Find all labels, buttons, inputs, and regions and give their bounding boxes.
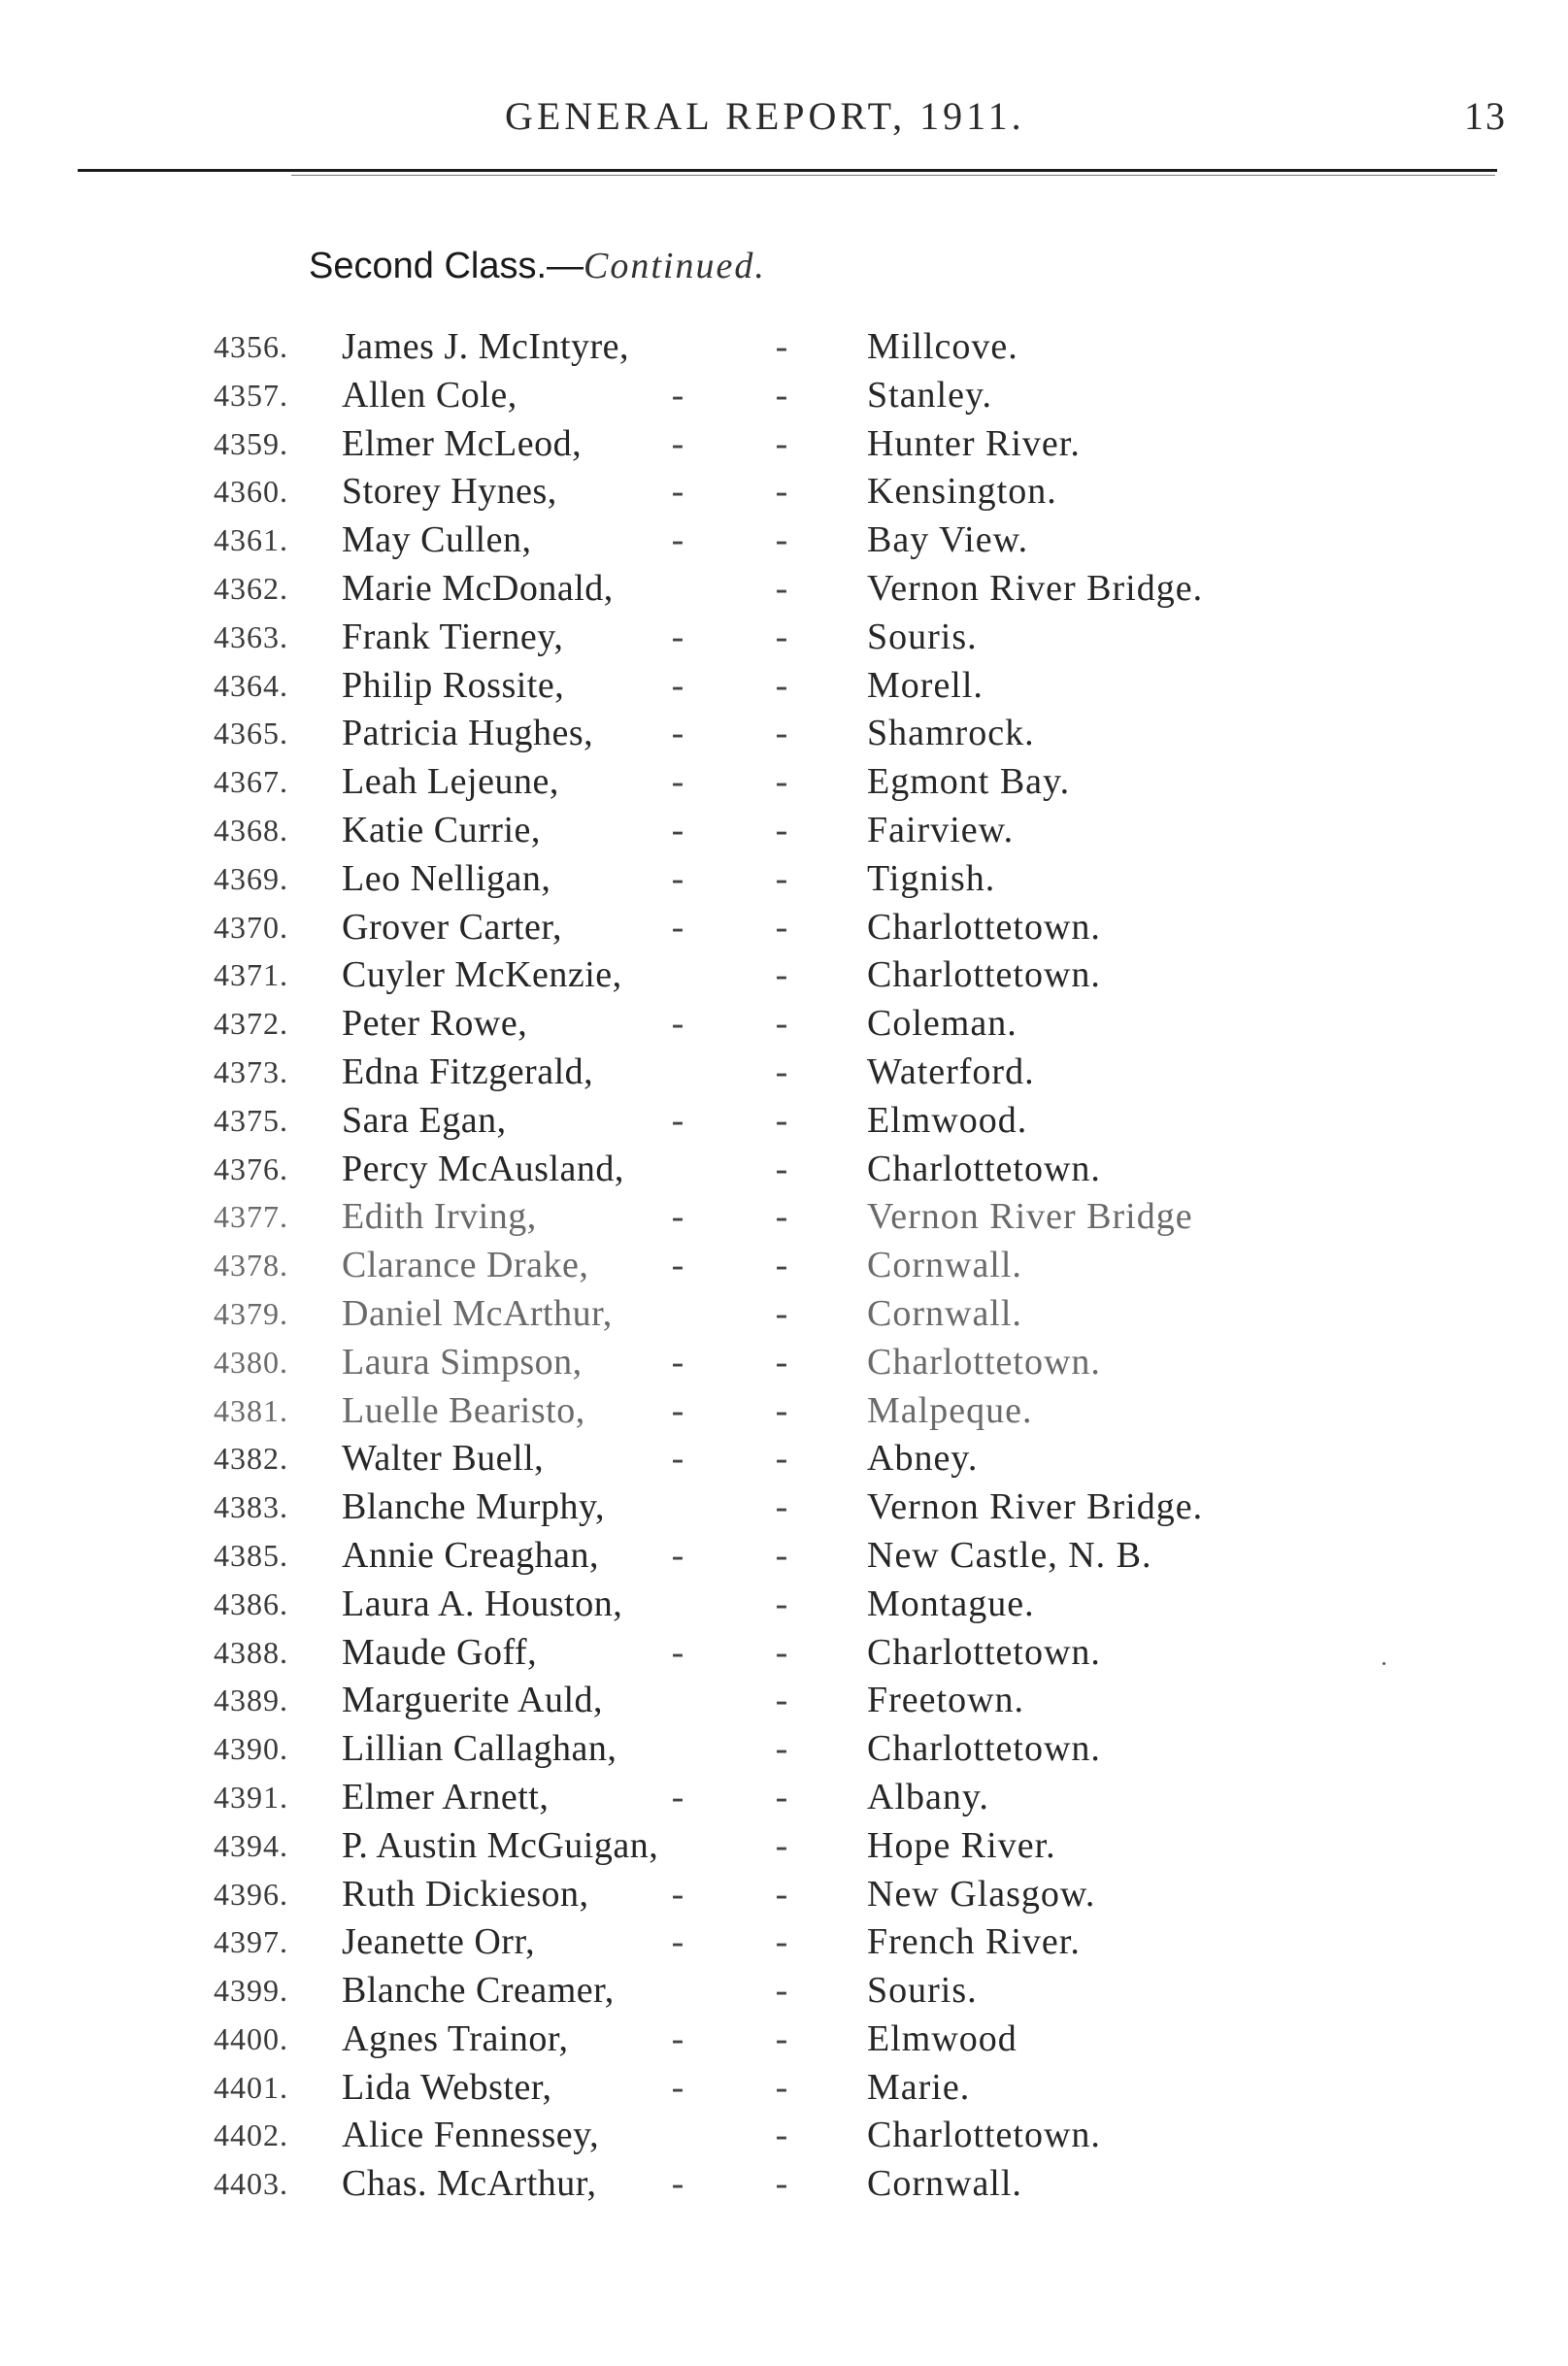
entry-name: Laura Simpson, xyxy=(342,1341,583,1383)
list-item xyxy=(0,758,1568,807)
list-item xyxy=(0,1387,1568,1436)
entry-name: Luelle Bearisto, xyxy=(342,1389,585,1431)
entry-name: Storey Hynes, xyxy=(342,471,557,513)
list-item xyxy=(0,1483,1568,1532)
leader-dash: - xyxy=(775,1438,788,1480)
leader-dash: - xyxy=(671,1534,684,1576)
leader-dash: - xyxy=(775,374,788,416)
leader-dash: - xyxy=(671,1389,684,1431)
entry-number: 4403. xyxy=(214,2166,288,2202)
leader-dash: - xyxy=(775,471,788,513)
entry-number: 4364. xyxy=(214,667,288,703)
entry-number: 4371. xyxy=(214,957,288,993)
leader-dash: - xyxy=(671,713,684,754)
entry-name: Alice Fennessey, xyxy=(342,2115,600,2156)
list-item xyxy=(0,1774,1568,1822)
leader-dash: - xyxy=(775,1728,788,1770)
entry-place: Waterford. xyxy=(867,1050,1035,1092)
leader-dash: - xyxy=(775,1389,788,1431)
entry-number: 4356. xyxy=(214,329,288,364)
leader-dash: - xyxy=(775,1631,788,1673)
entry-place: New Glasgow. xyxy=(867,1873,1096,1915)
entry-number: 4373. xyxy=(214,1053,288,1089)
entry-name: Leo Nelligan, xyxy=(342,857,551,899)
entry-number: 4397. xyxy=(214,1924,288,1960)
leader-dash: - xyxy=(775,1873,788,1915)
leader-dash: - xyxy=(775,954,788,996)
leader-dash: - xyxy=(671,1341,684,1383)
leader-dash: - xyxy=(775,1921,788,1963)
list-item xyxy=(0,807,1568,855)
entry-place: Charlottetown. xyxy=(867,1148,1101,1189)
list-item xyxy=(0,1581,1568,1629)
entry-name: Leah Lejeune, xyxy=(342,761,559,803)
list-item xyxy=(0,662,1568,711)
leader-dash: - xyxy=(671,1873,684,1915)
leader-dash: - xyxy=(775,616,788,657)
entry-name: Walter Buell, xyxy=(342,1438,545,1480)
entry-number: 4381. xyxy=(214,1392,288,1428)
entry-place: Montague. xyxy=(867,1583,1035,1624)
entry-place: Tignish. xyxy=(867,857,996,899)
leader-dash: - xyxy=(775,422,788,464)
section-heading-label: Second Class.— xyxy=(309,246,584,286)
leader-dash: - xyxy=(671,761,684,803)
entry-name: Marie McDonald, xyxy=(342,567,614,609)
header-rule xyxy=(78,169,1497,172)
list-item xyxy=(0,2064,1568,2113)
leader-dash: - xyxy=(775,809,788,850)
entry-place: Vernon River Bridge xyxy=(867,1196,1193,1238)
entry-name: P. Austin McGuigan, xyxy=(342,1824,659,1866)
entry-place: Egmont Bay. xyxy=(867,761,1071,803)
entry-place: Cornwall. xyxy=(867,1245,1022,1286)
entry-number: 4362. xyxy=(214,570,288,606)
entry-number: 4377. xyxy=(214,1199,288,1235)
entry-number: 4363. xyxy=(214,618,288,654)
leader-dash: - xyxy=(671,422,684,464)
entry-place: Millcove. xyxy=(867,326,1018,367)
leader-dash: - xyxy=(671,1438,684,1480)
list-item xyxy=(0,565,1568,614)
entry-name: Patricia Hughes, xyxy=(342,713,594,754)
list-item xyxy=(0,710,1568,758)
paper-speck xyxy=(1383,1662,1385,1665)
leader-dash: - xyxy=(775,713,788,754)
entry-name: Grover Carter, xyxy=(342,906,563,948)
leader-dash: - xyxy=(671,2017,684,2059)
leader-dash: - xyxy=(671,374,684,416)
candidate-list xyxy=(0,323,1568,2209)
entry-name: Sara Egan, xyxy=(342,1099,507,1141)
entry-name: Philip Rossite, xyxy=(342,664,565,706)
leader-dash: - xyxy=(775,567,788,609)
list-item xyxy=(0,372,1568,420)
list-item xyxy=(0,904,1568,952)
list-item xyxy=(0,1677,1568,1725)
entry-name: Laura A. Houston, xyxy=(342,1583,623,1624)
entry-name: Allen Cole, xyxy=(342,374,517,416)
leader-dash: - xyxy=(671,1099,684,1141)
entry-place: Cornwall. xyxy=(867,2163,1022,2205)
entry-name: Elmer Arnett, xyxy=(342,1776,550,1817)
entry-place: Morell. xyxy=(867,664,984,706)
leader-dash: - xyxy=(671,664,684,706)
list-item xyxy=(0,420,1568,469)
entry-name: Lida Webster, xyxy=(342,2066,552,2108)
entry-place: Bay View. xyxy=(867,519,1029,561)
entry-place: Charlottetown. xyxy=(867,1728,1101,1770)
leader-dash: - xyxy=(775,1050,788,1092)
entry-place: Marie. xyxy=(867,2066,971,2108)
leader-dash: - xyxy=(775,1583,788,1624)
leader-dash: - xyxy=(775,1534,788,1576)
leader-dash: - xyxy=(775,1148,788,1189)
leader-dash: - xyxy=(775,1824,788,1866)
leader-dash: - xyxy=(671,906,684,948)
entry-number: 4400. xyxy=(214,2020,288,2056)
entry-place: Abney. xyxy=(867,1438,979,1480)
list-item xyxy=(0,517,1568,565)
list-item xyxy=(0,1242,1568,1290)
entry-number: 4401. xyxy=(214,2069,288,2105)
entry-name: Lillian Callaghan, xyxy=(342,1728,617,1770)
leader-dash: - xyxy=(775,1099,788,1141)
leader-dash: - xyxy=(775,1776,788,1817)
entry-name: Annie Creaghan, xyxy=(342,1534,599,1576)
entry-number: 4360. xyxy=(214,474,288,510)
leader-dash: - xyxy=(775,1970,788,2012)
entry-number: 4375. xyxy=(214,1102,288,1138)
entry-place: Albany. xyxy=(867,1776,989,1817)
entry-number: 4369. xyxy=(214,860,288,896)
list-item xyxy=(0,2160,1568,2209)
entry-place: Hunter River. xyxy=(867,422,1081,464)
leader-dash: - xyxy=(671,1245,684,1286)
entry-number: 4386. xyxy=(214,1585,288,1621)
list-item xyxy=(0,1049,1568,1097)
entry-number: 4396. xyxy=(214,1876,288,1912)
entry-place: Fairview. xyxy=(867,809,1015,850)
list-item xyxy=(0,1967,1568,2016)
entry-place: Charlottetown. xyxy=(867,954,1101,996)
running-title: GENERAL REPORT, 1911. xyxy=(505,94,1025,138)
entry-name: Percy McAusland, xyxy=(342,1148,624,1189)
entry-place: Charlottetown. xyxy=(867,1631,1101,1673)
running-head xyxy=(0,93,1568,151)
leader-dash: - xyxy=(775,857,788,899)
leader-dash: - xyxy=(775,1486,788,1528)
entry-name: Jeanette Orr, xyxy=(342,1921,536,1963)
entry-place: Coleman. xyxy=(867,1003,1018,1045)
list-item xyxy=(0,2016,1568,2064)
entry-name: Frank Tierney, xyxy=(342,616,564,657)
leader-dash: - xyxy=(671,2163,684,2205)
entry-name: Marguerite Auld, xyxy=(342,1680,604,1721)
entry-place: Souris. xyxy=(867,1970,978,2012)
entry-name: Cuyler McKenzie, xyxy=(342,954,622,996)
leader-dash: - xyxy=(775,906,788,948)
leader-dash: - xyxy=(775,2115,788,2156)
section-heading xyxy=(309,245,766,287)
entry-place: Charlottetown. xyxy=(867,906,1101,948)
entry-place: Cornwall. xyxy=(867,1292,1022,1334)
leader-dash: - xyxy=(671,519,684,561)
list-item xyxy=(0,1000,1568,1049)
entry-place: Hope River. xyxy=(867,1824,1056,1866)
list-item xyxy=(0,1629,1568,1678)
list-item xyxy=(0,1532,1568,1581)
leader-dash: - xyxy=(671,471,684,513)
leader-dash: - xyxy=(775,1245,788,1286)
entry-place: Souris. xyxy=(867,616,978,657)
leader-dash: - xyxy=(775,2066,788,2108)
leader-dash: - xyxy=(671,2066,684,2108)
list-item xyxy=(0,1871,1568,1919)
entry-number: 4399. xyxy=(214,1973,288,2009)
entry-place: Freetown. xyxy=(867,1680,1025,1721)
leader-dash: - xyxy=(775,1292,788,1334)
entry-place: Vernon River Bridge. xyxy=(867,567,1204,609)
entry-number: 4370. xyxy=(214,909,288,945)
list-item xyxy=(0,1146,1568,1194)
leader-dash: - xyxy=(671,1196,684,1238)
leader-dash: - xyxy=(671,1631,684,1673)
entry-number: 4367. xyxy=(214,764,288,800)
leader-dash: - xyxy=(775,1341,788,1383)
entry-number: 4402. xyxy=(214,2117,288,2153)
entry-number: 4380. xyxy=(214,1344,288,1380)
entry-place: French River. xyxy=(867,1921,1081,1963)
leader-dash: - xyxy=(775,2017,788,2059)
entry-number: 4388. xyxy=(214,1634,288,1670)
page-number: 13 xyxy=(1464,94,1507,138)
entry-place: Elmwood xyxy=(867,2017,1018,2059)
list-item xyxy=(0,855,1568,904)
entry-name: Elmer McLeod, xyxy=(342,422,583,464)
entry-name: Agnes Trainor, xyxy=(342,2017,569,2059)
entry-number: 4391. xyxy=(214,1779,288,1815)
leader-dash: - xyxy=(775,1196,788,1238)
list-item xyxy=(0,1339,1568,1387)
entry-place: Malpeque. xyxy=(867,1389,1033,1431)
list-item xyxy=(0,614,1568,662)
entry-place: Vernon River Bridge. xyxy=(867,1486,1204,1528)
entry-name: May Cullen, xyxy=(342,519,532,561)
entry-name: James J. McIntyre, xyxy=(342,326,630,367)
entry-name: Blanche Creamer, xyxy=(342,1970,615,2012)
leader-dash: - xyxy=(671,616,684,657)
entry-name: Chas. McArthur, xyxy=(342,2163,597,2205)
leader-dash: - xyxy=(671,857,684,899)
entry-name: Ruth Dickieson, xyxy=(342,1873,589,1915)
entry-name: Peter Rowe, xyxy=(342,1003,528,1045)
entry-number: 4385. xyxy=(214,1537,288,1573)
entry-place: Stanley. xyxy=(867,374,993,416)
list-item xyxy=(0,1918,1568,1967)
list-item xyxy=(0,323,1568,372)
list-item xyxy=(0,951,1568,1000)
entry-number: 4357. xyxy=(214,377,288,413)
list-item xyxy=(0,1290,1568,1339)
leader-dash: - xyxy=(775,761,788,803)
entry-number: 4365. xyxy=(214,716,288,751)
list-item xyxy=(0,1822,1568,1871)
entry-number: 4383. xyxy=(214,1489,288,1525)
header-rule-fine xyxy=(291,175,1495,176)
entry-number: 4390. xyxy=(214,1731,288,1767)
entry-place: Charlottetown. xyxy=(867,1341,1101,1383)
leader-dash: - xyxy=(671,1921,684,1963)
list-item xyxy=(0,2112,1568,2160)
entry-number: 4359. xyxy=(214,425,288,461)
entry-number: 4382. xyxy=(214,1441,288,1477)
entry-name: Clarance Drake, xyxy=(342,1245,589,1286)
leader-dash: - xyxy=(671,1776,684,1817)
entry-place: Kensington. xyxy=(867,471,1057,513)
entry-name: Edna Fitzgerald, xyxy=(342,1050,594,1092)
leader-dash: - xyxy=(671,1003,684,1045)
entry-place: New Castle, N. B. xyxy=(867,1534,1152,1576)
entry-number: 4389. xyxy=(214,1683,288,1718)
list-item xyxy=(0,1725,1568,1774)
leader-dash: - xyxy=(775,1680,788,1721)
entry-place: Charlottetown. xyxy=(867,2115,1101,2156)
leader-dash: - xyxy=(775,664,788,706)
list-item xyxy=(0,468,1568,517)
entry-number: 4376. xyxy=(214,1150,288,1186)
entry-place: Shamrock. xyxy=(867,713,1035,754)
entry-number: 4378. xyxy=(214,1248,288,1283)
entry-number: 4394. xyxy=(214,1827,288,1863)
entry-name: Katie Currie, xyxy=(342,809,541,850)
entry-place: Elmwood. xyxy=(867,1099,1028,1141)
entry-number: 4372. xyxy=(214,1006,288,1042)
entry-number: 4368. xyxy=(214,812,288,848)
entry-name: Blanche Murphy, xyxy=(342,1486,605,1528)
list-item xyxy=(0,1193,1568,1242)
list-item xyxy=(0,1435,1568,1483)
entry-name: Daniel McArthur, xyxy=(342,1292,613,1334)
section-continued-label: Continued. xyxy=(584,246,766,286)
entry-number: 4361. xyxy=(214,522,288,558)
entry-number: 4379. xyxy=(214,1295,288,1331)
entry-name: Edith Irving, xyxy=(342,1196,537,1238)
leader-dash: - xyxy=(775,2163,788,2205)
leader-dash: - xyxy=(775,326,788,367)
leader-dash: - xyxy=(775,519,788,561)
list-item xyxy=(0,1097,1568,1146)
leader-dash: - xyxy=(671,809,684,850)
entry-name: Maude Goff, xyxy=(342,1631,538,1673)
leader-dash: - xyxy=(775,1003,788,1045)
